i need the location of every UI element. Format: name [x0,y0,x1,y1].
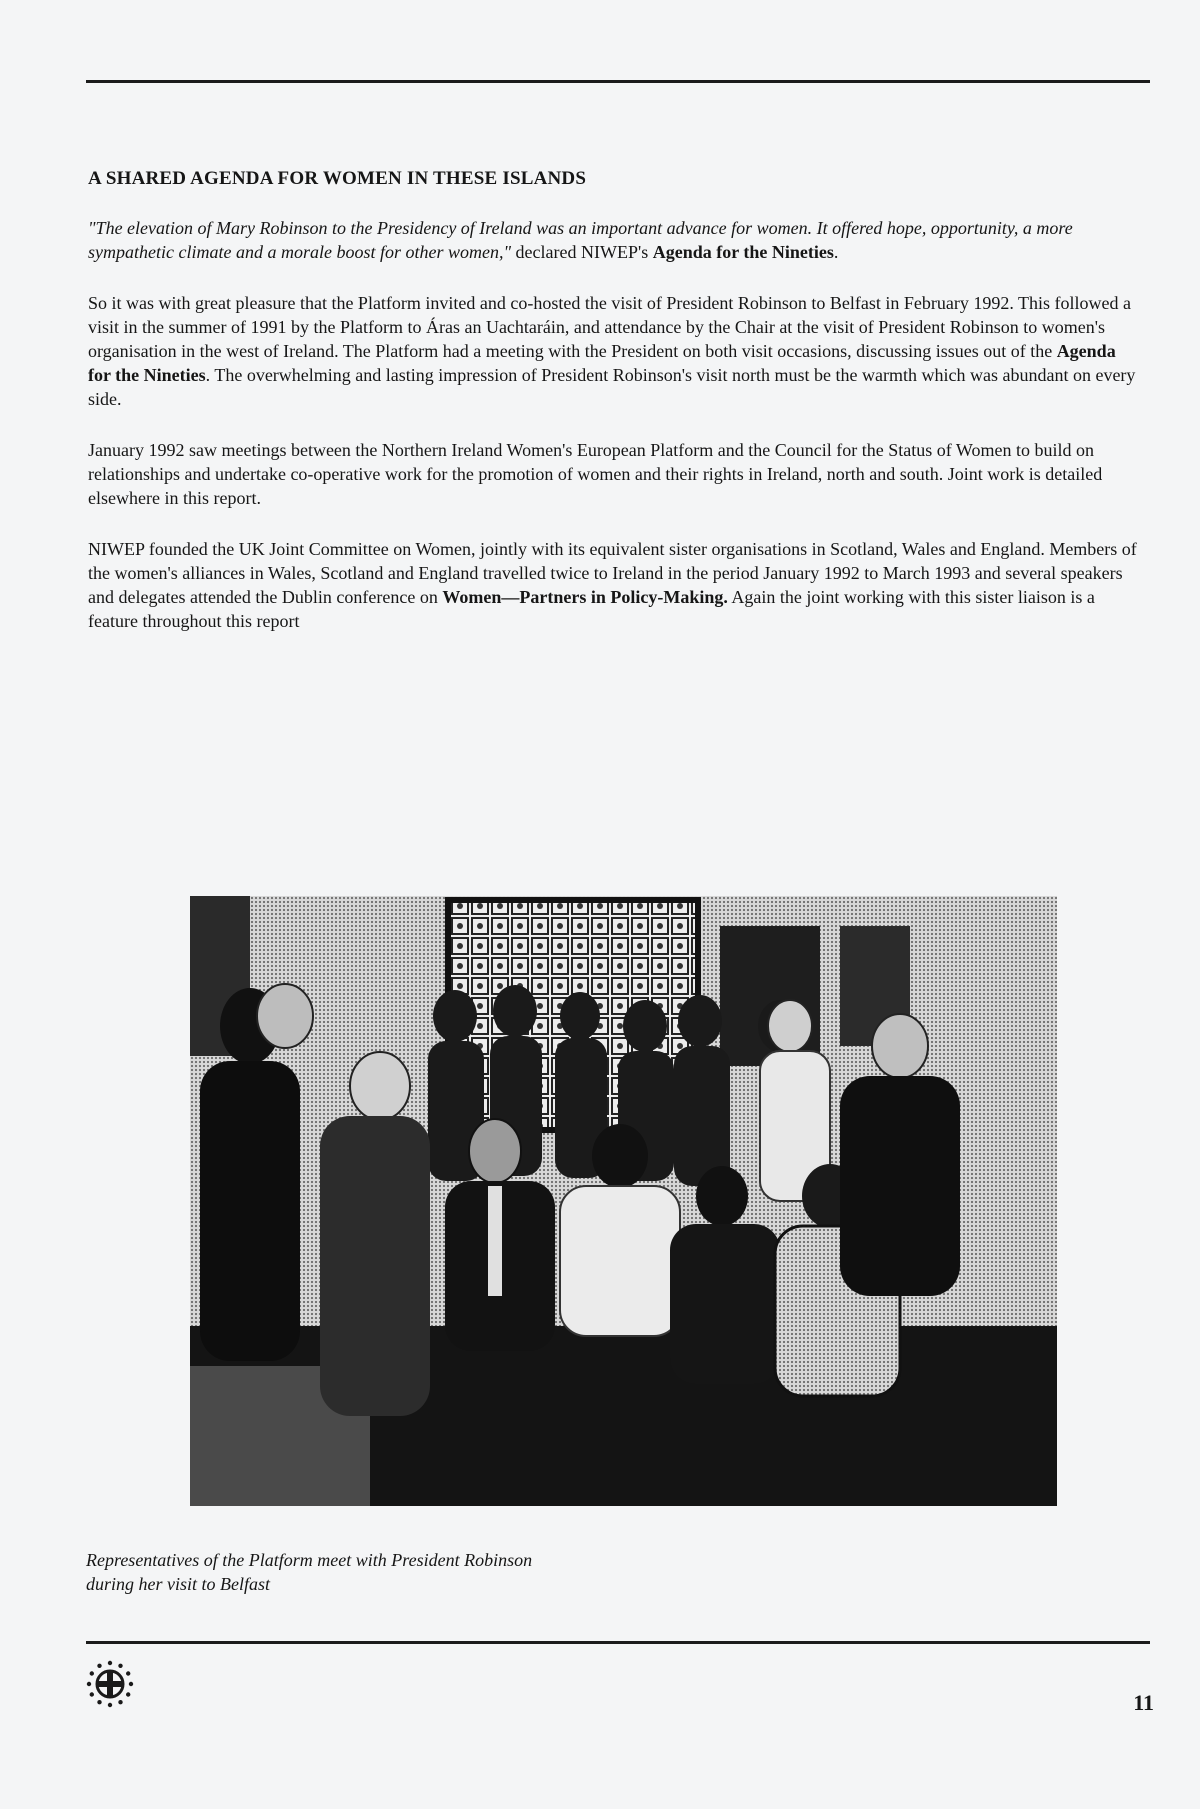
uk-text-end: Again the joint working with this sister liaison is a feature throughout this report [88,587,1095,631]
circular-star-emblem-icon [86,1660,134,1708]
caption-line-2: during her visit to Belfast [86,1574,270,1594]
conference-title: Women—Partners in Policy-Making. [442,587,728,607]
page-number: 11 [1133,1690,1154,1715]
caption-line-1: Representatives of the Platform meet with President Robinson [86,1550,533,1570]
bottom-rule [86,1641,1150,1644]
paragraph-uk-committee [88,537,1138,633]
visit-text-end: . The overwhelming and lasting impression of President Robinson's visit north must be the warmth which was abundant on every side. [88,365,1136,409]
article [88,168,1138,660]
paragraph-visit [88,291,1138,411]
quote-text: "The elevation of Mary Robinson to the Presidency of Ireland was an important advance for women. It offered hope, opportunity, a more sympathetic climate and a morale boost for other women," [88,218,1073,262]
agenda-title: Agenda for the Nineties [652,242,834,262]
page-title: A SHARED AGENDA FOR WOMEN IN THESE ISLANDS [88,168,587,189]
agenda-title-2: Agenda for the Nineties [88,341,1116,385]
group-photo-illustration [190,896,1057,1506]
visit-text-start: So it was with great pleasure that the Platform invited and co-hosted the visit of President Robinson to Belfast in February 1992. This followed a visit in the summer of 1991 by the Platform to Áras an Uachtaráin, and attendance by the Chair at the visit of President Robinson to women's organisation in the west of Ireland. The Platform had a meeting with the President on both visit occasions, discussing issues out of the [88,293,1131,361]
photo-caption [86,1548,786,1596]
quote-attribution: declared NIWEP's [511,242,653,262]
paragraph-quote [88,216,1138,264]
uk-text-start: NIWEP founded the UK Joint Committee on Women, jointly with its equivalent sister organisations in Scotland, Wales and England. Members of the women's alliances in Wales, Scotland and England travelled twice to Ireland in the period January 1992 to March 1993 and several speakers and delegates attended the Dublin conference on [88,539,1137,607]
period: . [833,242,839,262]
paragraph-council: January 1992 saw meetings between the Northern Ireland Women's European Platform and the Council for the Status of Women to build on relationships and undertake co-operative work for the promotion of women and their rights in Ireland, north and south. Joint work is detailed elsewhere in this report. [88,440,1103,508]
group-photo [190,896,1057,1506]
top-rule [86,80,1150,83]
